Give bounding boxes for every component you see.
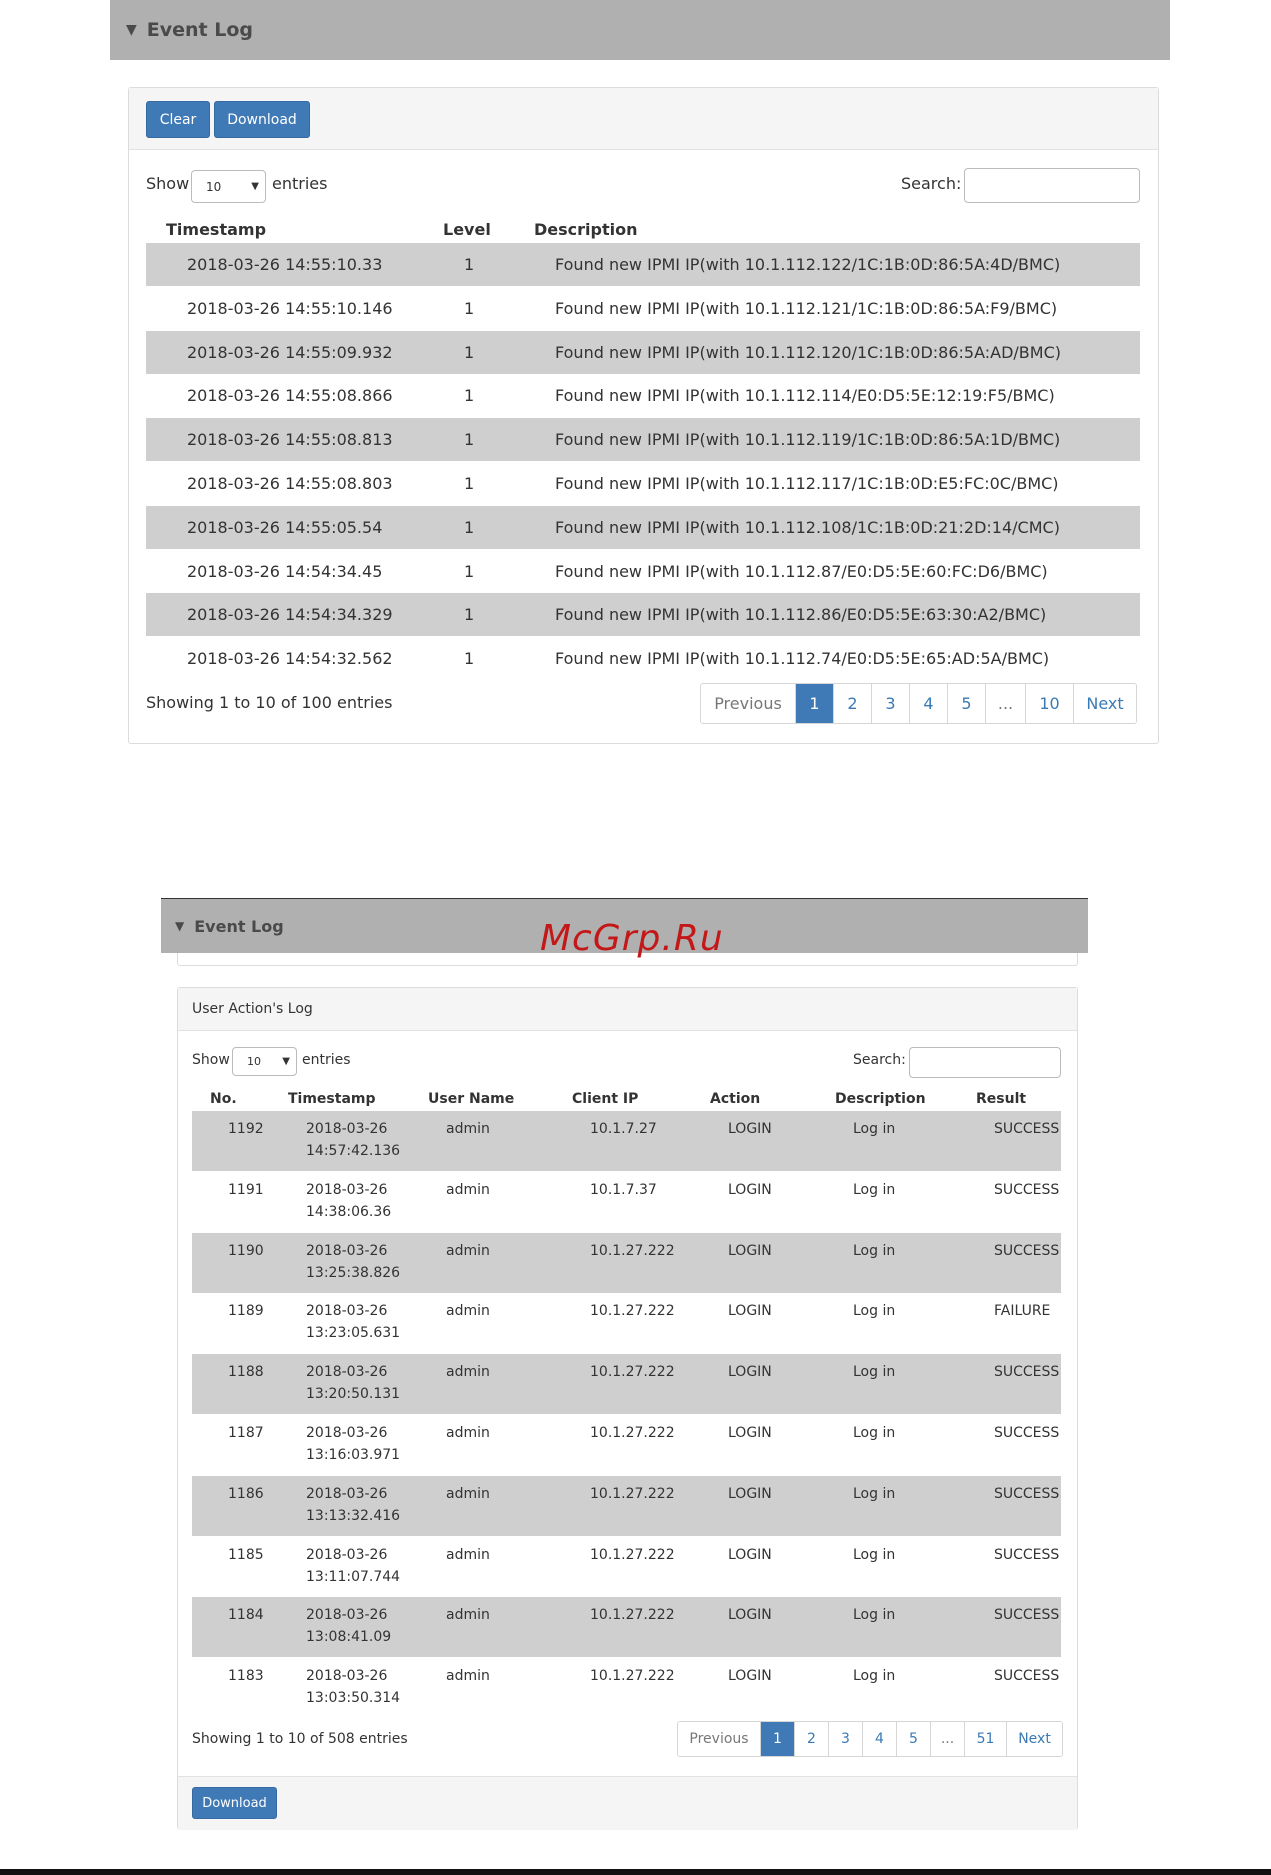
- timestamp-time-cell: 13:13:32.416: [306, 1507, 401, 1524]
- event-log-header[interactable]: [110, 0, 1170, 60]
- previous-button[interactable]: Previous: [701, 684, 795, 723]
- description-cell: Log in: [853, 1364, 896, 1381]
- timestamp-date-cell: 2018-03-26: [306, 1425, 388, 1441]
- column-header-description[interactable]: Description: [534, 220, 638, 239]
- action-cell: LOGIN: [728, 1668, 772, 1685]
- timestamp-cell: 2018-03-26 14:55:10.146: [187, 298, 393, 318]
- download-button[interactable]: Download: [192, 1787, 277, 1819]
- timestamp-cell: 2018-03-26 14:54:34.45: [187, 561, 383, 581]
- no-cell: 1191: [228, 1181, 264, 1198]
- table-row: [146, 331, 1140, 374]
- client-ip-cell: 10.1.27.222: [590, 1546, 675, 1563]
- no-cell: 1188: [228, 1364, 264, 1381]
- next-button[interactable]: Next: [1073, 684, 1136, 723]
- description-cell: Found new IPMI IP(with 10.1.112.87/E0:D5:5E:60:FC:D6/BMC): [555, 561, 1048, 581]
- timestamp-date-cell: 2018-03-26: [306, 1181, 388, 1198]
- download-button[interactable]: Download: [214, 101, 310, 138]
- page-size-value: 10: [247, 1055, 261, 1068]
- no-cell: 1187: [228, 1425, 264, 1441]
- no-cell: 1192: [228, 1121, 264, 1137]
- client-ip-cell: 10.1.27.222: [590, 1668, 675, 1685]
- client-ip-cell: 10.1.7.27: [590, 1121, 657, 1137]
- action-cell: LOGIN: [728, 1425, 772, 1441]
- description-cell: Log in: [853, 1181, 896, 1198]
- timestamp-date-cell: 2018-03-26: [306, 1121, 388, 1137]
- search-label: Search:: [901, 174, 962, 193]
- column-header-action[interactable]: Action: [710, 1091, 761, 1107]
- pagination: [700, 683, 1137, 724]
- user-name-cell: admin: [446, 1242, 490, 1259]
- user-name-cell: admin: [446, 1425, 490, 1441]
- result-cell: SUCCESS: [994, 1668, 1060, 1685]
- table-row: [192, 1537, 1061, 1597]
- table-row: [192, 1658, 1061, 1718]
- description-cell: Log in: [853, 1485, 896, 1502]
- chevron-down-icon: ▼: [282, 1056, 290, 1067]
- column-header-description[interactable]: Description: [835, 1091, 926, 1107]
- page-3-button[interactable]: 3: [871, 684, 909, 723]
- timestamp-date-cell: 2018-03-26: [306, 1303, 388, 1320]
- page-size-select[interactable]: [232, 1047, 297, 1076]
- level-cell: 1: [464, 430, 475, 450]
- table-row: [146, 374, 1140, 417]
- table-row: [192, 1172, 1061, 1232]
- table-info: Showing 1 to 10 of 100 entries: [146, 693, 393, 712]
- page-2-button[interactable]: 2: [794, 1722, 828, 1756]
- description-cell: Log in: [853, 1668, 896, 1685]
- table-row: [146, 637, 1140, 680]
- user-name-cell: admin: [446, 1303, 490, 1320]
- description-cell: Found new IPMI IP(with 10.1.112.74/E0:D5:5E:65:AD:5A/BMC): [555, 649, 1050, 669]
- column-header-user-name[interactable]: User Name: [428, 1091, 515, 1107]
- no-cell: 1183: [228, 1668, 264, 1685]
- table-row: [192, 1111, 1061, 1171]
- result-cell: SUCCESS: [994, 1607, 1060, 1624]
- description-cell: Found new IPMI IP(with 10.1.112.108/1C:1B:0D:21:2D:14/CMC): [555, 517, 1060, 537]
- page-ellipsis: ...: [930, 1722, 964, 1756]
- table-row: [192, 1415, 1061, 1475]
- action-cell: LOGIN: [728, 1121, 772, 1137]
- page-10-button[interactable]: 10: [1025, 684, 1073, 723]
- search-input[interactable]: [964, 168, 1140, 203]
- timestamp-cell: 2018-03-26 14:55:08.813: [187, 430, 393, 450]
- page-ellipsis: ...: [985, 684, 1025, 723]
- timestamp-date-cell: 2018-03-26: [306, 1364, 388, 1381]
- page-2-button[interactable]: 2: [833, 684, 871, 723]
- result-cell: FAILURE: [994, 1303, 1051, 1320]
- search-label: Search:: [853, 1052, 906, 1068]
- user-action-log-heading: [178, 988, 1077, 1031]
- user-name-cell: admin: [446, 1181, 490, 1198]
- timestamp-time-cell: 13:23:05.631: [306, 1325, 401, 1342]
- page-1-button[interactable]: 1: [795, 684, 833, 723]
- entries-label: entries: [272, 174, 328, 193]
- column-header-result[interactable]: Result: [976, 1091, 1027, 1107]
- page-5-button[interactable]: 5: [896, 1722, 930, 1756]
- action-cell: LOGIN: [728, 1242, 772, 1259]
- user-name-cell: admin: [446, 1121, 490, 1137]
- description-cell: Found new IPMI IP(with 10.1.112.117/1C:1B:0D:E5:FC:0C/BMC): [555, 474, 1059, 493]
- no-cell: 1190: [228, 1242, 264, 1259]
- timestamp-cell: 2018-03-26 14:54:34.329: [187, 605, 393, 625]
- timestamp-date-cell: 2018-03-26: [306, 1668, 388, 1685]
- no-cell: 1189: [228, 1303, 264, 1320]
- column-header-client-ip[interactable]: Client IP: [572, 1091, 639, 1107]
- page-5-button[interactable]: 5: [947, 684, 985, 723]
- timestamp-cell: 2018-03-26 14:54:32.562: [187, 649, 393, 669]
- level-cell: 1: [464, 561, 475, 581]
- description-cell: Log in: [853, 1303, 896, 1320]
- timestamp-time-cell: 13:20:50.131: [306, 1386, 401, 1403]
- timestamp-date-cell: 2018-03-26: [306, 1485, 388, 1502]
- table-row: [146, 287, 1140, 330]
- action-cell: LOGIN: [728, 1607, 772, 1624]
- column-header-timestamp[interactable]: Timestamp: [166, 220, 267, 239]
- timestamp-time-cell: 14:57:42.136: [306, 1143, 401, 1159]
- action-cell: LOGIN: [728, 1485, 772, 1502]
- timestamp-cell: 2018-03-26 14:55:05.54: [187, 517, 383, 537]
- timestamp-cell: 2018-03-26 14:55:08.803: [187, 474, 393, 493]
- table-row: [192, 1354, 1061, 1414]
- no-cell: 1186: [228, 1485, 264, 1502]
- level-cell: 1: [464, 342, 475, 362]
- client-ip-cell: 10.1.7.37: [590, 1181, 657, 1198]
- page-bottom-border: [0, 1869, 1271, 1875]
- description-cell: Found new IPMI IP(with 10.1.112.120/1C:1B:0D:86:5A:AD/BMC): [555, 342, 1061, 362]
- column-header-level[interactable]: Level: [443, 220, 491, 239]
- description-cell: Found new IPMI IP(with 10.1.112.121/1C:1B:0D:86:5A:F9/BMC): [555, 298, 1058, 318]
- result-cell: SUCCESS: [994, 1546, 1060, 1563]
- description-cell: Log in: [853, 1121, 896, 1137]
- column-header-timestamp[interactable]: Timestamp: [288, 1091, 376, 1107]
- action-cell: LOGIN: [728, 1546, 772, 1563]
- client-ip-cell: 10.1.27.222: [590, 1485, 675, 1502]
- timestamp-time-cell: 13:16:03.971: [306, 1447, 401, 1463]
- user-action-log-footer: [178, 1776, 1077, 1830]
- user-name-cell: admin: [446, 1485, 490, 1502]
- timestamp-date-cell: 2018-03-26: [306, 1546, 388, 1563]
- action-cell: LOGIN: [728, 1181, 772, 1198]
- timestamp-time-cell: 13:08:41.09: [306, 1629, 392, 1646]
- entries-label: entries: [302, 1052, 351, 1068]
- result-cell: SUCCESS: [994, 1242, 1060, 1259]
- description-cell: Log in: [853, 1242, 896, 1259]
- client-ip-cell: 10.1.27.222: [590, 1425, 675, 1441]
- description-cell: Log in: [853, 1546, 896, 1563]
- description-cell: Found new IPMI IP(with 10.1.112.114/E0:D5:5E:12:19:F5/BMC): [555, 386, 1055, 406]
- timestamp-cell: 2018-03-26 14:55:08.866: [187, 386, 393, 406]
- user-name-cell: admin: [446, 1364, 490, 1381]
- level-cell: 1: [464, 605, 475, 625]
- description-cell: Log in: [853, 1607, 896, 1624]
- next-button[interactable]: Next: [1006, 1722, 1062, 1756]
- result-cell: SUCCESS: [994, 1181, 1060, 1198]
- page-1-button[interactable]: 1: [760, 1722, 794, 1756]
- timestamp-cell: 2018-03-26 14:55:10.33: [187, 255, 383, 274]
- action-cell: LOGIN: [728, 1364, 772, 1381]
- client-ip-cell: 10.1.27.222: [590, 1607, 675, 1624]
- no-cell: 1184: [228, 1607, 264, 1624]
- column-header-no[interactable]: No.: [210, 1091, 237, 1107]
- result-cell: SUCCESS: [994, 1364, 1060, 1381]
- table-row: [146, 506, 1140, 549]
- caret-down-icon: ▼: [175, 919, 185, 933]
- level-cell: 1: [464, 474, 475, 493]
- previous-button[interactable]: Previous: [678, 1722, 760, 1756]
- chevron-down-icon: ▼: [251, 181, 259, 192]
- watermark-text: McGrp.Ru: [540, 918, 724, 959]
- description-cell: Found new IPMI IP(with 10.1.112.86/E0:D5:5E:63:30:A2/BMC): [555, 605, 1047, 625]
- table-row: [146, 593, 1140, 636]
- search-input[interactable]: [909, 1047, 1061, 1078]
- description-cell: Found new IPMI IP(with 10.1.112.122/1C:1B:0D:86:5A:4D/BMC): [555, 255, 1061, 274]
- level-cell: 1: [464, 517, 475, 537]
- timestamp-time-cell: 13:25:38.826: [306, 1264, 401, 1281]
- level-cell: 1: [464, 255, 475, 274]
- page-size-select[interactable]: [191, 170, 266, 203]
- table-info: Showing 1 to 10 of 508 entries: [192, 1731, 408, 1747]
- level-cell: 1: [464, 649, 475, 669]
- clear-button[interactable]: Clear: [146, 101, 210, 138]
- page-size-value: 10: [206, 179, 222, 194]
- page-4-button[interactable]: 4: [909, 684, 947, 723]
- description-cell: Log in: [853, 1425, 896, 1441]
- result-cell: SUCCESS: [994, 1121, 1060, 1137]
- show-label: Show: [192, 1052, 230, 1068]
- action-cell: LOGIN: [728, 1303, 772, 1320]
- user-name-cell: admin: [446, 1668, 490, 1685]
- level-cell: 1: [464, 386, 475, 406]
- caret-down-icon: ▼: [126, 22, 137, 38]
- table-row: [146, 243, 1140, 286]
- timestamp-time-cell: 13:03:50.314: [306, 1690, 401, 1707]
- no-cell: 1185: [228, 1546, 264, 1563]
- client-ip-cell: 10.1.27.222: [590, 1364, 675, 1381]
- table-row: [146, 462, 1140, 505]
- result-cell: SUCCESS: [994, 1485, 1060, 1502]
- timestamp-date-cell: 2018-03-26: [306, 1607, 388, 1624]
- description-cell: Found new IPMI IP(with 10.1.112.119/1C:1B:0D:86:5A:1D/BMC): [555, 430, 1061, 450]
- user-name-cell: admin: [446, 1546, 490, 1563]
- user-log-header-title: Event Log: [194, 916, 284, 936]
- page-51-button[interactable]: 51: [964, 1722, 1006, 1756]
- panel-title: User Action's Log: [192, 1001, 313, 1017]
- page-3-button[interactable]: 3: [828, 1722, 862, 1756]
- result-cell: SUCCESS: [994, 1425, 1060, 1441]
- event-log-header-title: Event Log: [146, 19, 254, 41]
- table-row: [192, 1233, 1061, 1293]
- table-row: [192, 1293, 1061, 1353]
- page-4-button[interactable]: 4: [862, 1722, 896, 1756]
- user-name-cell: admin: [446, 1607, 490, 1624]
- client-ip-cell: 10.1.27.222: [590, 1242, 675, 1259]
- table-row: [192, 1476, 1061, 1536]
- table-row: [146, 550, 1140, 593]
- table-row: [146, 418, 1140, 461]
- level-cell: 1: [464, 298, 475, 318]
- timestamp-time-cell: 14:38:06.36: [306, 1203, 392, 1220]
- table-row: [192, 1597, 1061, 1657]
- timestamp-date-cell: 2018-03-26: [306, 1242, 388, 1259]
- pagination: [677, 1721, 1063, 1757]
- timestamp-cell: 2018-03-26 14:55:09.932: [187, 342, 393, 362]
- timestamp-time-cell: 13:11:07.744: [306, 1568, 401, 1585]
- show-label: Show: [146, 174, 190, 193]
- client-ip-cell: 10.1.27.222: [590, 1303, 675, 1320]
